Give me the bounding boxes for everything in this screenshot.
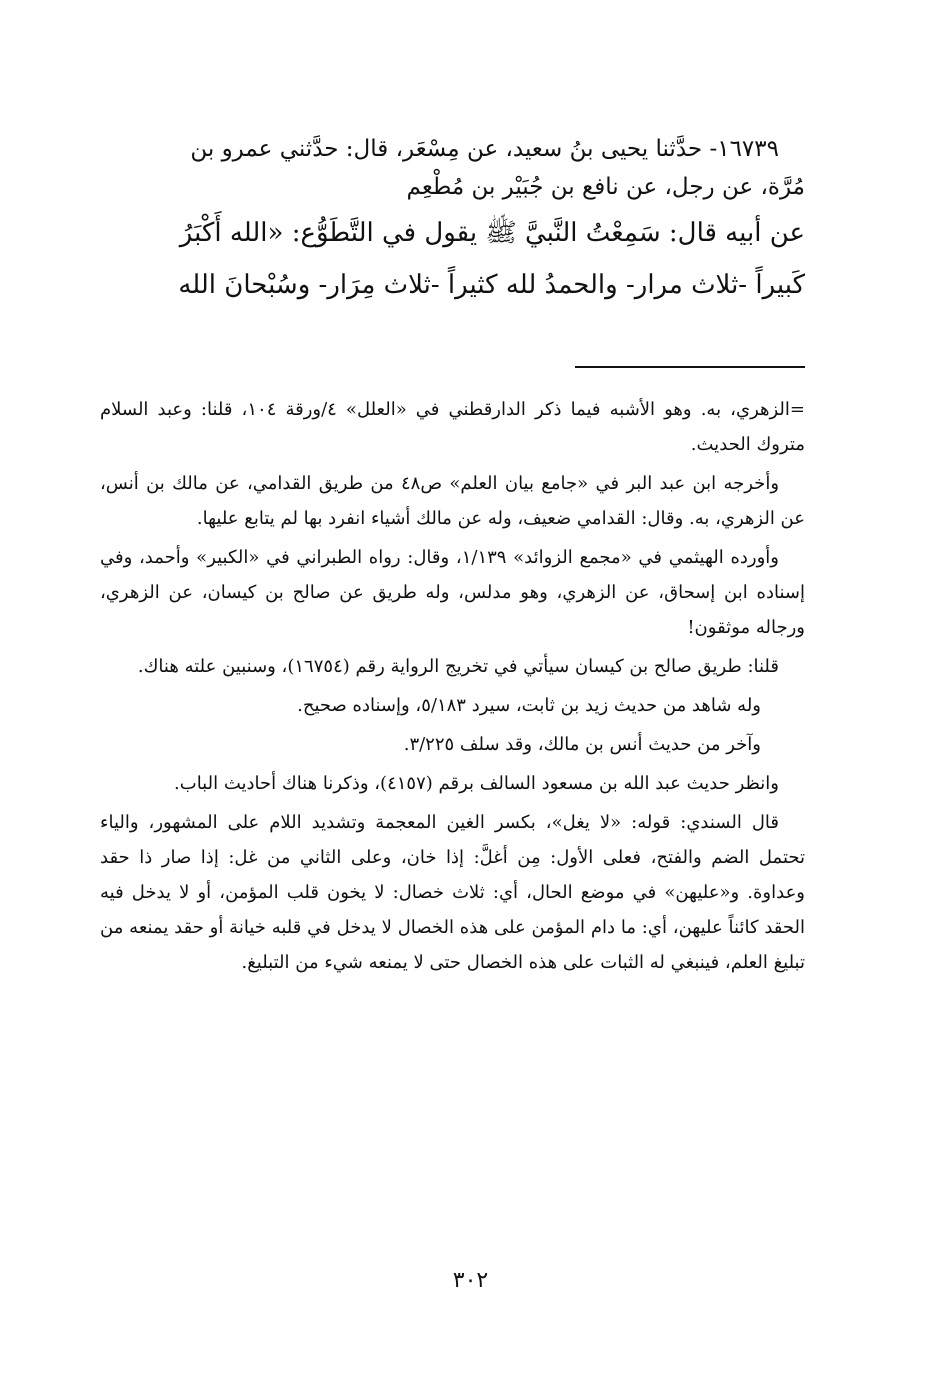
page-body	[100, 130, 805, 973]
footnote-paragraph: قال السندي: قوله: «لا يغل»، بكسر الغين المعجمة وتشديد اللام على المشهور، والياء تحتمل الضم والفتح، فعلى الأول: مِن أغلَّ: إذا خان، وعلى الثاني من غل: إذا صار ذا حقد وعداوة. و«عليهن» في موضع الحال، أي: ثلاث خصال: لا يخون قلب المؤمن، أو لا يدخل فيه الحقد كائناً عليهن، أي: ما دام المؤمن على هذه الخصال لا يدخل في قلبه خيانة أو حقد يمنعه من تبليغ العلم، فينبغي له الثبات على هذه الخصال حتى لا يمنعه شيء من التبليغ.	[100, 812, 805, 973]
footnote-separator	[575, 366, 805, 368]
footnote-paragraph: وانظر حديث عبد الله بن مسعود السالف برقم (٤١٥٧)، وذكرنا هناك أحاديث الباب.	[174, 773, 779, 794]
footnote-paragraph: وأخرجه ابن عبد البر في «جامع بيان العلم» ص٤٨ من طريق القدامي، عن مالك بن أنس، عن الزهري، به. وقال: القدامي ضعيف، وله عن مالك أشياء انفرد بها لم يتابع عليها.	[100, 473, 805, 529]
hadith-matn-line: كَبيراً -ثلاث مرار- والحمدُ لله كثيراً -ثلاث مِرَار- وسُبْحانَ الله	[178, 270, 805, 300]
footnote-paragraph: وآخر من حديث أنس بن مالك، وقد سلف ٣/٢٢٥.	[403, 734, 761, 755]
footnotes	[100, 392, 805, 984]
footnote-paragraph: وأورده الهيثمي في «مجمع الزوائد» ١/١٣٩، وقال: رواه الطبراني في «الكبير» وأحمد، وفي إسناده ابن إسحاق، عن الزهري، وهو مدلس، وله طريق عن صالح بن كيسان، عن الزهري، ورجاله موثقون!	[100, 547, 805, 638]
hadith-sanad-line: ١٦٧٣٩- حدَّثنا يحيى بنُ سعيد، عن مِسْعَر، قال: حدَّثني عمرو بن	[190, 136, 779, 162]
hadith-text	[100, 130, 805, 310]
hadith-matn-line: عن أبيه قال: سَمِعْتُ النَّبيَّ ﷺ يقول في التَّطَوُّع: «الله أَكْبَرُ	[179, 218, 805, 248]
hadith-sanad-line: مُرَّة، عن رجل، عن نافع بن جُبَيْر بن مُطْعِم	[406, 174, 805, 200]
footnote-paragraph: قلنا: طريق صالح بن كيسان سيأتي في تخريج الرواية رقم (١٦٧٥٤)، وسنبين علته هناك.	[137, 656, 779, 677]
footnote-paragraph: =الزهري، به. وهو الأشبه فيما ذكر الدارقطني في «العلل» ٤/ورقة ١٠٤، قلنا: وعبد السلام متروك الحديث.	[100, 399, 805, 455]
footnote-paragraph: وله شاهد من حديث زيد بن ثابت، سيرد ٥/١٨٣، وإسناده صحيح.	[297, 695, 761, 716]
page-number: ٣٠٢	[452, 1268, 489, 1293]
